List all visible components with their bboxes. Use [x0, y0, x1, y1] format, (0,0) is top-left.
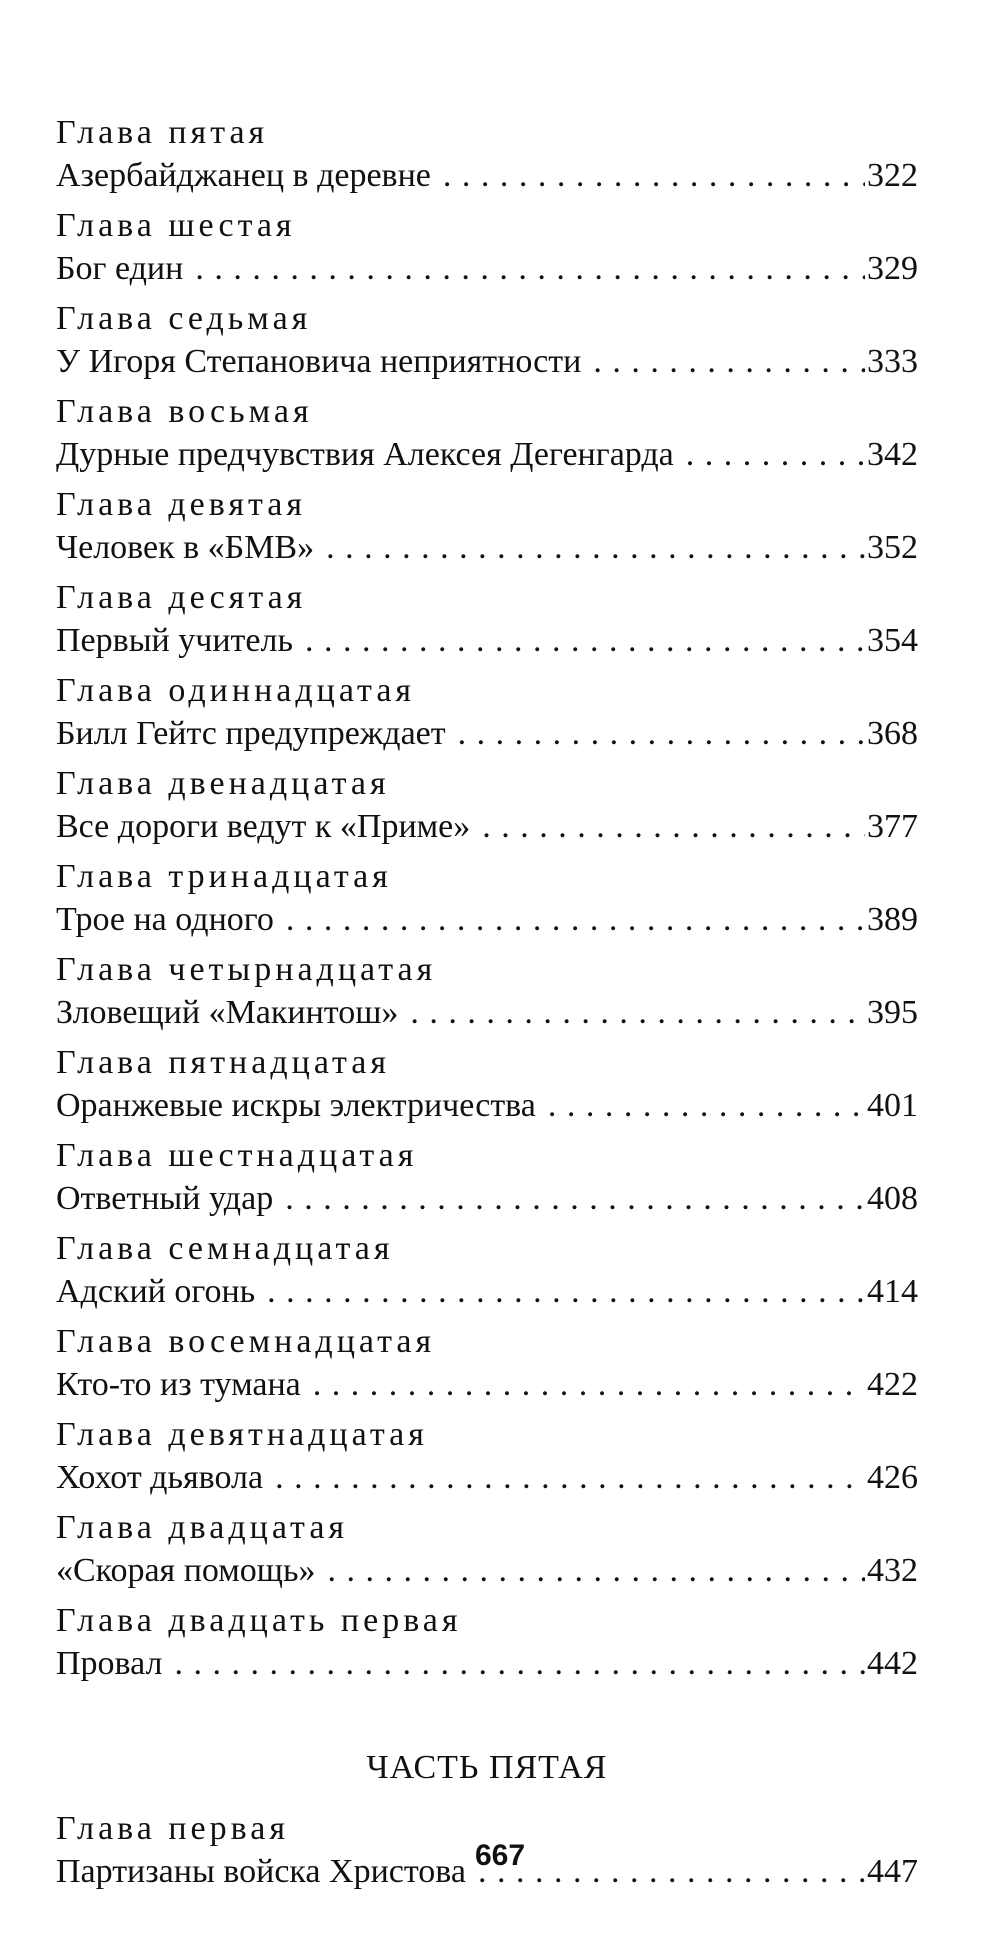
chapter-page-number: 442: [867, 1645, 918, 1682]
chapter-title: Ответный удар: [56, 1180, 274, 1217]
chapter-page-number: 368: [867, 715, 918, 752]
chapter-page-number: 377: [867, 808, 918, 845]
toc-line: [56, 1177, 918, 1221]
chapter-label: Глава одиннадцатая: [56, 672, 416, 709]
toc-entry: [56, 298, 918, 384]
toc-line: [56, 991, 918, 1035]
dot-leader: [327, 1549, 865, 1593]
dot-leader: [175, 1642, 865, 1686]
dot-leader: [313, 1363, 865, 1407]
dot-leader: [285, 1177, 865, 1221]
toc-entry: [56, 949, 918, 1035]
chapter-label: Глава восемнадцатая: [56, 1323, 436, 1360]
chapter-page-number: 414: [867, 1273, 918, 1310]
chapter-page-number: 329: [867, 250, 918, 287]
toc-entry: [56, 1042, 918, 1128]
toc-entry: [56, 1414, 918, 1500]
dot-leader: [593, 340, 865, 384]
toc-entry: [56, 484, 918, 570]
chapter-label: Глава двадцатая: [56, 1509, 349, 1546]
chapter-label: Глава четырнадцатая: [56, 951, 437, 988]
toc-line: [56, 247, 918, 291]
chapter-label: Глава первая: [56, 1810, 289, 1847]
chapter-page-number: 389: [867, 901, 918, 938]
dot-leader: [267, 1270, 865, 1314]
dot-leader: [195, 247, 865, 291]
dot-leader: [482, 805, 865, 849]
chapter-page-number: 342: [867, 436, 918, 473]
chapter-title: Все дороги ведут к «Приме»: [56, 808, 471, 845]
chapter-title: У Игоря Степановича неприятности: [56, 343, 582, 380]
chapter-label: Глава девятнадцатая: [56, 1416, 428, 1453]
chapter-label: Глава седьмая: [56, 300, 312, 337]
table-of-contents: [56, 112, 918, 1901]
chapter-label: Глава девятая: [56, 486, 306, 523]
chapter-label: Глава пятая: [56, 114, 269, 151]
chapter-label: Глава восьмая: [56, 393, 313, 430]
chapter-title: Билл Гейтс предупреждает: [56, 715, 446, 752]
toc-line: [56, 712, 918, 756]
toc-line: [56, 340, 918, 384]
chapter-label: Глава шестнадцатая: [56, 1137, 418, 1174]
toc-line: [56, 898, 918, 942]
toc-line: [56, 433, 918, 477]
toc-line: [56, 1363, 918, 1407]
chapter-page-number: 322: [867, 157, 918, 194]
chapter-title: Хохот дьявола: [56, 1459, 264, 1496]
chapter-title: Провал: [56, 1645, 163, 1682]
toc-entry: [56, 670, 918, 756]
chapter-label: Глава пятнадцатая: [56, 1044, 391, 1081]
chapter-title: Человек в «БМВ»: [56, 529, 315, 566]
chapter-page-number: 395: [867, 994, 918, 1031]
chapter-title: «Скорая помощь»: [56, 1552, 316, 1589]
toc-line: [56, 1084, 918, 1128]
chapter-page-number: 352: [867, 529, 918, 566]
chapter-label: Глава двадцать первая: [56, 1602, 462, 1639]
dot-leader: [458, 712, 865, 756]
toc-entry: [56, 391, 918, 477]
toc-line: [56, 1270, 918, 1314]
chapter-page-number: 401: [867, 1087, 918, 1124]
dot-leader: [548, 1084, 865, 1128]
chapter-title: Бог един: [56, 250, 184, 287]
toc-line: [56, 1549, 918, 1593]
toc-entry: [56, 856, 918, 942]
chapter-title: Партизаны войска Христова: [56, 1853, 466, 1890]
toc-entry: [56, 1507, 918, 1593]
toc-entry: [56, 1228, 918, 1314]
chapter-title: Первый учитель: [56, 622, 293, 659]
toc-line: [56, 619, 918, 663]
chapter-page-number: 408: [867, 1180, 918, 1217]
toc-line: [56, 1642, 918, 1686]
toc-line: [56, 154, 918, 198]
chapter-page-number: 432: [867, 1552, 918, 1589]
chapter-page-number: 354: [867, 622, 918, 659]
chapter-title: Азербайджанец в деревне: [56, 157, 431, 194]
chapter-label: Глава шестая: [56, 207, 296, 244]
chapter-page-number: 447: [867, 1853, 918, 1890]
toc-line: [56, 526, 918, 570]
part-heading: ЧАСТЬ ПЯТАЯ: [366, 1749, 608, 1786]
dot-leader: [443, 154, 865, 198]
chapter-page-number: 422: [867, 1366, 918, 1403]
toc-list: [56, 112, 918, 1686]
chapter-title: Адский огонь: [56, 1273, 256, 1310]
chapter-title: Кто-то из тумана: [56, 1366, 301, 1403]
chapter-label: Глава тринадцатая: [56, 858, 392, 895]
toc-entry: [56, 763, 918, 849]
chapter-title: Оранжевые искры электричества: [56, 1087, 536, 1124]
chapter-title: Трое на одного: [56, 901, 274, 938]
toc-line: [56, 805, 918, 849]
dot-leader: [275, 1456, 865, 1500]
dot-leader: [305, 619, 865, 663]
toc-entry: [56, 112, 918, 198]
toc-entry: [56, 577, 918, 663]
dot-leader: [410, 991, 865, 1035]
dot-leader: [326, 526, 865, 570]
toc-entry: [56, 1600, 918, 1686]
chapter-title: Зловещий «Макинтош»: [56, 994, 399, 1031]
chapter-label: Глава семнадцатая: [56, 1230, 394, 1267]
toc-entry: [56, 1135, 918, 1221]
toc-line: [56, 1456, 918, 1500]
toc-entry: [56, 205, 918, 291]
chapter-title: Дурные предчувствия Алексея Дегенгарда: [56, 436, 674, 473]
chapter-label: Глава двенадцатая: [56, 765, 390, 802]
dot-leader: [286, 898, 865, 942]
chapter-page-number: 426: [867, 1459, 918, 1496]
toc-entry: [56, 1321, 918, 1407]
chapter-page-number: 333: [867, 343, 918, 380]
dot-leader: [686, 433, 865, 477]
page-number: 667: [474, 1839, 526, 1872]
chapter-label: Глава десятая: [56, 579, 307, 616]
